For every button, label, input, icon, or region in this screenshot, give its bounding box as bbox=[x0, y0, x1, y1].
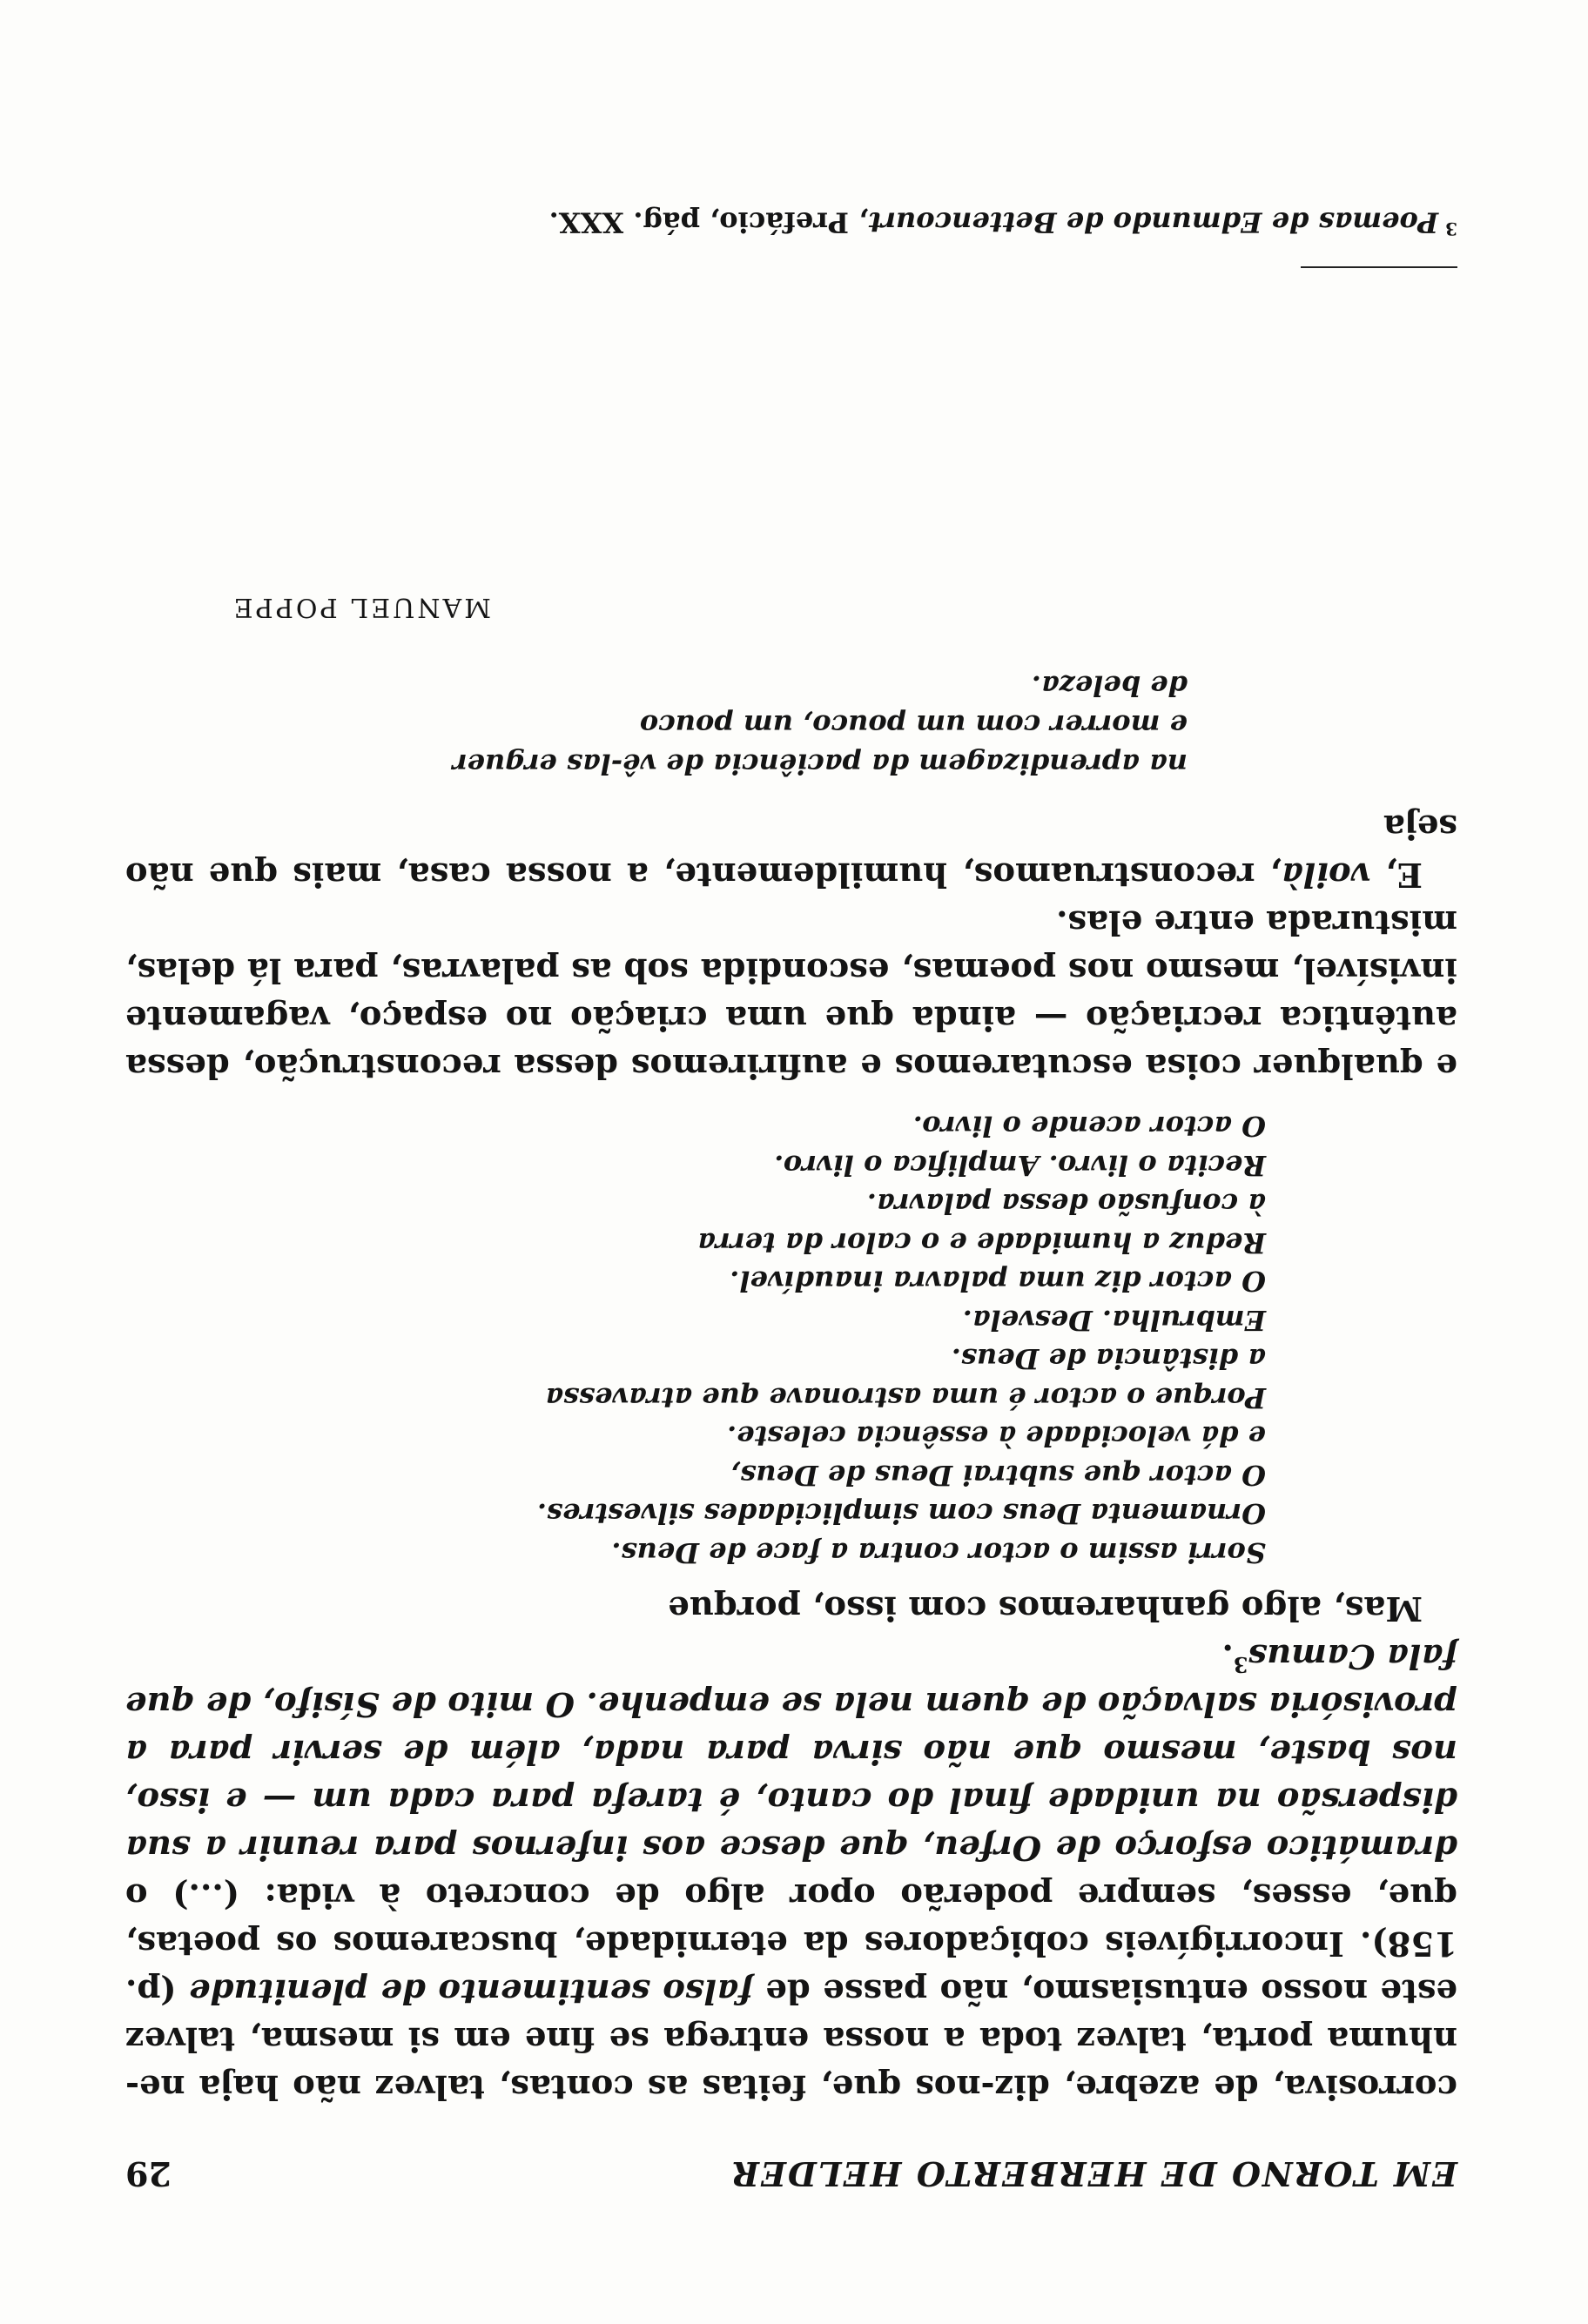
footnote bbox=[125, 205, 1457, 239]
paragraph-4: E, voilà, reconstruamos, humildemente, a nossa casa, mais que não seja bbox=[124, 807, 1457, 894]
body-text bbox=[125, 583, 1457, 2111]
verse-quote-1 bbox=[125, 1107, 1266, 1572]
author-signature: MANUEL POPPE bbox=[231, 592, 491, 622]
verse-line: e morrer com um pouco, um pouco bbox=[639, 709, 1188, 742]
verse-line: na aprendizagem da paciência de vê-las erguer bbox=[452, 748, 1188, 781]
footnote-reference[interactable]: 3 bbox=[1233, 1651, 1248, 1677]
footnote-mark: 3 bbox=[1445, 218, 1457, 239]
emphasis-italic: voilà bbox=[1281, 855, 1371, 894]
verse-line: Ornamenta Deus com simplicidades silvestres. bbox=[536, 1497, 1266, 1531]
verse-line: Recita o livro. Amplifica o livro. bbox=[774, 1149, 1266, 1182]
footnote-rule bbox=[1301, 266, 1457, 268]
footnote-title: Poemas de Edmundo de Bettencourt bbox=[868, 205, 1439, 239]
verse-line: Embrulha. Desvela. bbox=[962, 1304, 1266, 1337]
verse-line: O actor diz uma palavra inaudível. bbox=[730, 1265, 1266, 1299]
running-title: EM TORNO DE HERBERTO HELDER bbox=[730, 2154, 1457, 2193]
paragraph-1: corrosiva, de azebre, diz-nos que, feitas as contas, talvez não haja ne- nhuma porta, talvez toda a nossa entrega se fine em si mesma, talvez este nosso entusiasmo, não passe de falso sentimento de plenitude (p. 158). Incorrigíveis cobiçadores da eternidade, buscaremos os poetas, que, esses, sempre poderão opor algo de concreto à vida: (...) o dramático esforço de Orfeu, que desce aos infernos para reunir a sua dispersão na unidade final do canto, é tarefa para cada um — e isso, nos baste, mesmo que não sirva para nada, além de servir para a provisória salvação de quem nela se empenhe. O mito de Sísifo, de que fala Camus$^3$. bbox=[125, 1636, 1457, 2106]
emphasis-italic: falso sentimento de plenitude bbox=[189, 1971, 753, 2011]
verse-line: Porque o actor é uma astronave que atravessa bbox=[545, 1381, 1266, 1414]
paragraph-3: e qualquer coisa escutaremos e aufiriremos dessa reconstrução, dessa autêntica recriação — ainda que uma criação no espaço, vagamente invisível, mesmo nos poemas, escondida sob as palavras, para lá delas, misturada entre elas. bbox=[125, 903, 1457, 1085]
verse-line: Sorri assim o actor contra a face de Deus. bbox=[611, 1536, 1266, 1569]
quotation-italic: dramático esforço de Orfeu, que desce aos infernos para reunir a sua dispersão na unidade final do canto, é tarefa para cada um — e isso, nos baste, mesmo que não sirva para nada, além de servir para a provisória salvação de quem nela se empenhe. O mito de Sísifo, de que fala Camus bbox=[125, 1636, 1457, 1867]
paragraph-2: Mas, algo ganharemos com isso, porque bbox=[668, 1589, 1423, 1628]
verse-line: à confusão dessa palavra. bbox=[866, 1187, 1266, 1221]
verse-quote-2 bbox=[125, 666, 1188, 783]
verse-line: O actor acende o livro. bbox=[912, 1110, 1266, 1144]
page-number: 29 bbox=[125, 2154, 172, 2193]
verse-line: O actor que subtrai Deus de Deus, bbox=[730, 1459, 1266, 1492]
footnote-rest: , Prefácio, pág. XXX. bbox=[548, 205, 869, 239]
verse-line: a distância de Deus. bbox=[951, 1342, 1266, 1376]
verse-line: Reduz a humidade e o calor da terra bbox=[697, 1226, 1266, 1259]
verse-line: de beleza. bbox=[1031, 669, 1188, 702]
verse-line: e dá velocidade à essência celeste. bbox=[727, 1420, 1266, 1454]
page-header bbox=[125, 2141, 1457, 2193]
